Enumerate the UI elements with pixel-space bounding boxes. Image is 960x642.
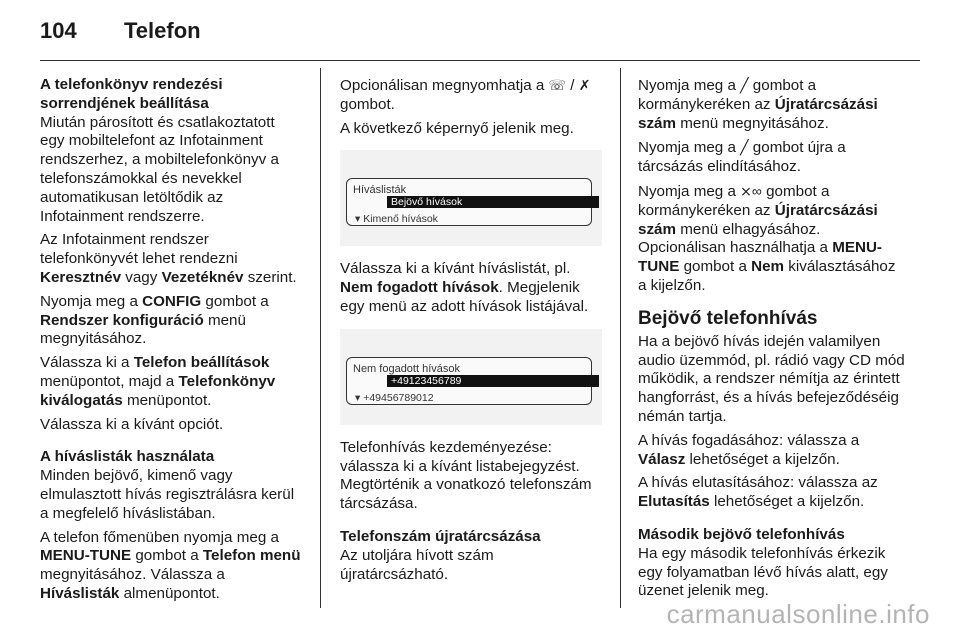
section-heading: Telefonszám újratárcsázása: [340, 527, 541, 545]
paragraph: Opcionálisan használhatja a MENU-TUNE gombot a Nem kiválasztásához a kijelzőn.: [638, 239, 896, 294]
column-3: [638, 76, 908, 606]
paragraph: Miután párosított és csatlakoztatott egy mobiltelefont az Infotainment rendszerhez, a mobiltelefonkönyv a telefonszámokkal és nevekkel automatikusan letöltődik az Infotainment rendszerre.: [40, 113, 279, 225]
page-title: Telefon: [124, 18, 201, 43]
phone-icon: ☏: [548, 77, 567, 93]
screen-title: Híváslisták: [353, 184, 407, 197]
paragraph: Nyomja meg a ╱ gombot a kormánykeréken az Újratárcsázási szám menü megnyitásához.: [638, 77, 878, 132]
paragraph: A hívás fogadásához: válassza a Válasz lehetőséget a kijelzőn.: [638, 431, 860, 468]
column-divider: [320, 68, 321, 608]
paragraph: Minden bejövő, kimenő vagy elmulasztott hívás regisztrálásra kerül a megfelelő híváslistában.: [40, 467, 295, 522]
paragraph: Válassza ki a kívánt opciót.: [40, 415, 224, 433]
phone-off-icon: ✗: [578, 77, 591, 93]
screen-selected-item: Bejövő hívások: [387, 196, 599, 208]
paragraph: Válassza ki a Telefon beállítások menüpontot, majd a Telefonkönyv kiválogatás menüpontot.: [40, 354, 276, 409]
mute-hangup-icon: ⨯∞: [740, 182, 762, 199]
screen-title: Nem fogadott hívások: [353, 362, 461, 375]
column-2: [340, 76, 604, 589]
display-screenshot-call-lists: [340, 150, 602, 246]
section-heading: A telefonkönyv rendezési sorrendjének beállítása: [40, 76, 223, 112]
paragraph: Ha egy második telefonhívás érkezik egy folyamatban lévő hívás alatt, egy üzenet jelenik meg.: [638, 544, 888, 600]
paragraph: Nyomja meg a ⨯∞ gombot a kormánykeréken az Újratárcsázási szám menü elhagyásához.: [638, 182, 878, 238]
section-heading: Bejövő telefonhívás: [638, 307, 818, 329]
paragraph: Nyomja meg a ╱ gombot újra a tárcsázás elindításához.: [638, 139, 846, 176]
display-screenshot-missed-calls: [340, 329, 602, 425]
column-divider: [620, 68, 621, 608]
paragraph: Telefonhívás kezdeményezése: válassza ki a kívánt listabejegyzést. Megtörténik a vonatkozó telefonszám tárcsázása.: [340, 438, 592, 513]
column-1: [40, 76, 302, 609]
paragraph: Nyomja meg a CONFIG gombot a Rendszer konfiguráció menü megnyitásához.: [40, 292, 269, 348]
screen-list-item: ▾ +49456789012: [355, 391, 434, 404]
paragraph: Opcionálisan megnyomhatja a ☏ / ✗ gombot.: [340, 77, 591, 113]
screen-selected-item: +49123456789: [387, 375, 599, 387]
header-divider: [40, 60, 920, 61]
section-heading: Második bejövő telefonhívás: [638, 525, 845, 543]
section-heading: A híváslisták használata: [40, 448, 215, 466]
paragraph: Az Infotainment rendszer telefonkönyvét lehet rendezni Keresztnév vagy Vezetéknév szerint.: [40, 231, 297, 286]
watermark: carmanualsonline.info: [666, 599, 930, 629]
paragraph: Ha a bejövő hívás idején valamilyen audio üzemmód, pl. rádió vagy CD mód működik, a rendszer némítja az érintett hangforrást, és a hívás befejeződéséig némán tartja.: [638, 332, 905, 425]
handset-icon: ╱: [740, 77, 749, 93]
paragraph: Az utoljára hívott szám újratárcsázható.: [340, 546, 494, 583]
paragraph: A hívás elutasításához: válassza az Elutasítás lehetőséget a kijelzőn.: [638, 474, 878, 511]
paragraph: Válassza ki a kívánt híváslistát, pl. Nem fogadott hívások. Megjelenik egy menü az adott hívások listájával.: [340, 260, 589, 315]
page-number: 104: [40, 18, 77, 43]
paragraph: A telefon főmenüben nyomja meg a MENU-TUNE gombot a Telefon menü megnyitásához. Válassza a Híváslisták almenüpontot.: [40, 528, 301, 602]
handset-icon: ╱: [740, 139, 749, 156]
paragraph: A következő képernyő jelenik meg.: [340, 119, 574, 137]
screen-list-item: ▾ Kimenő hívások: [355, 213, 438, 226]
